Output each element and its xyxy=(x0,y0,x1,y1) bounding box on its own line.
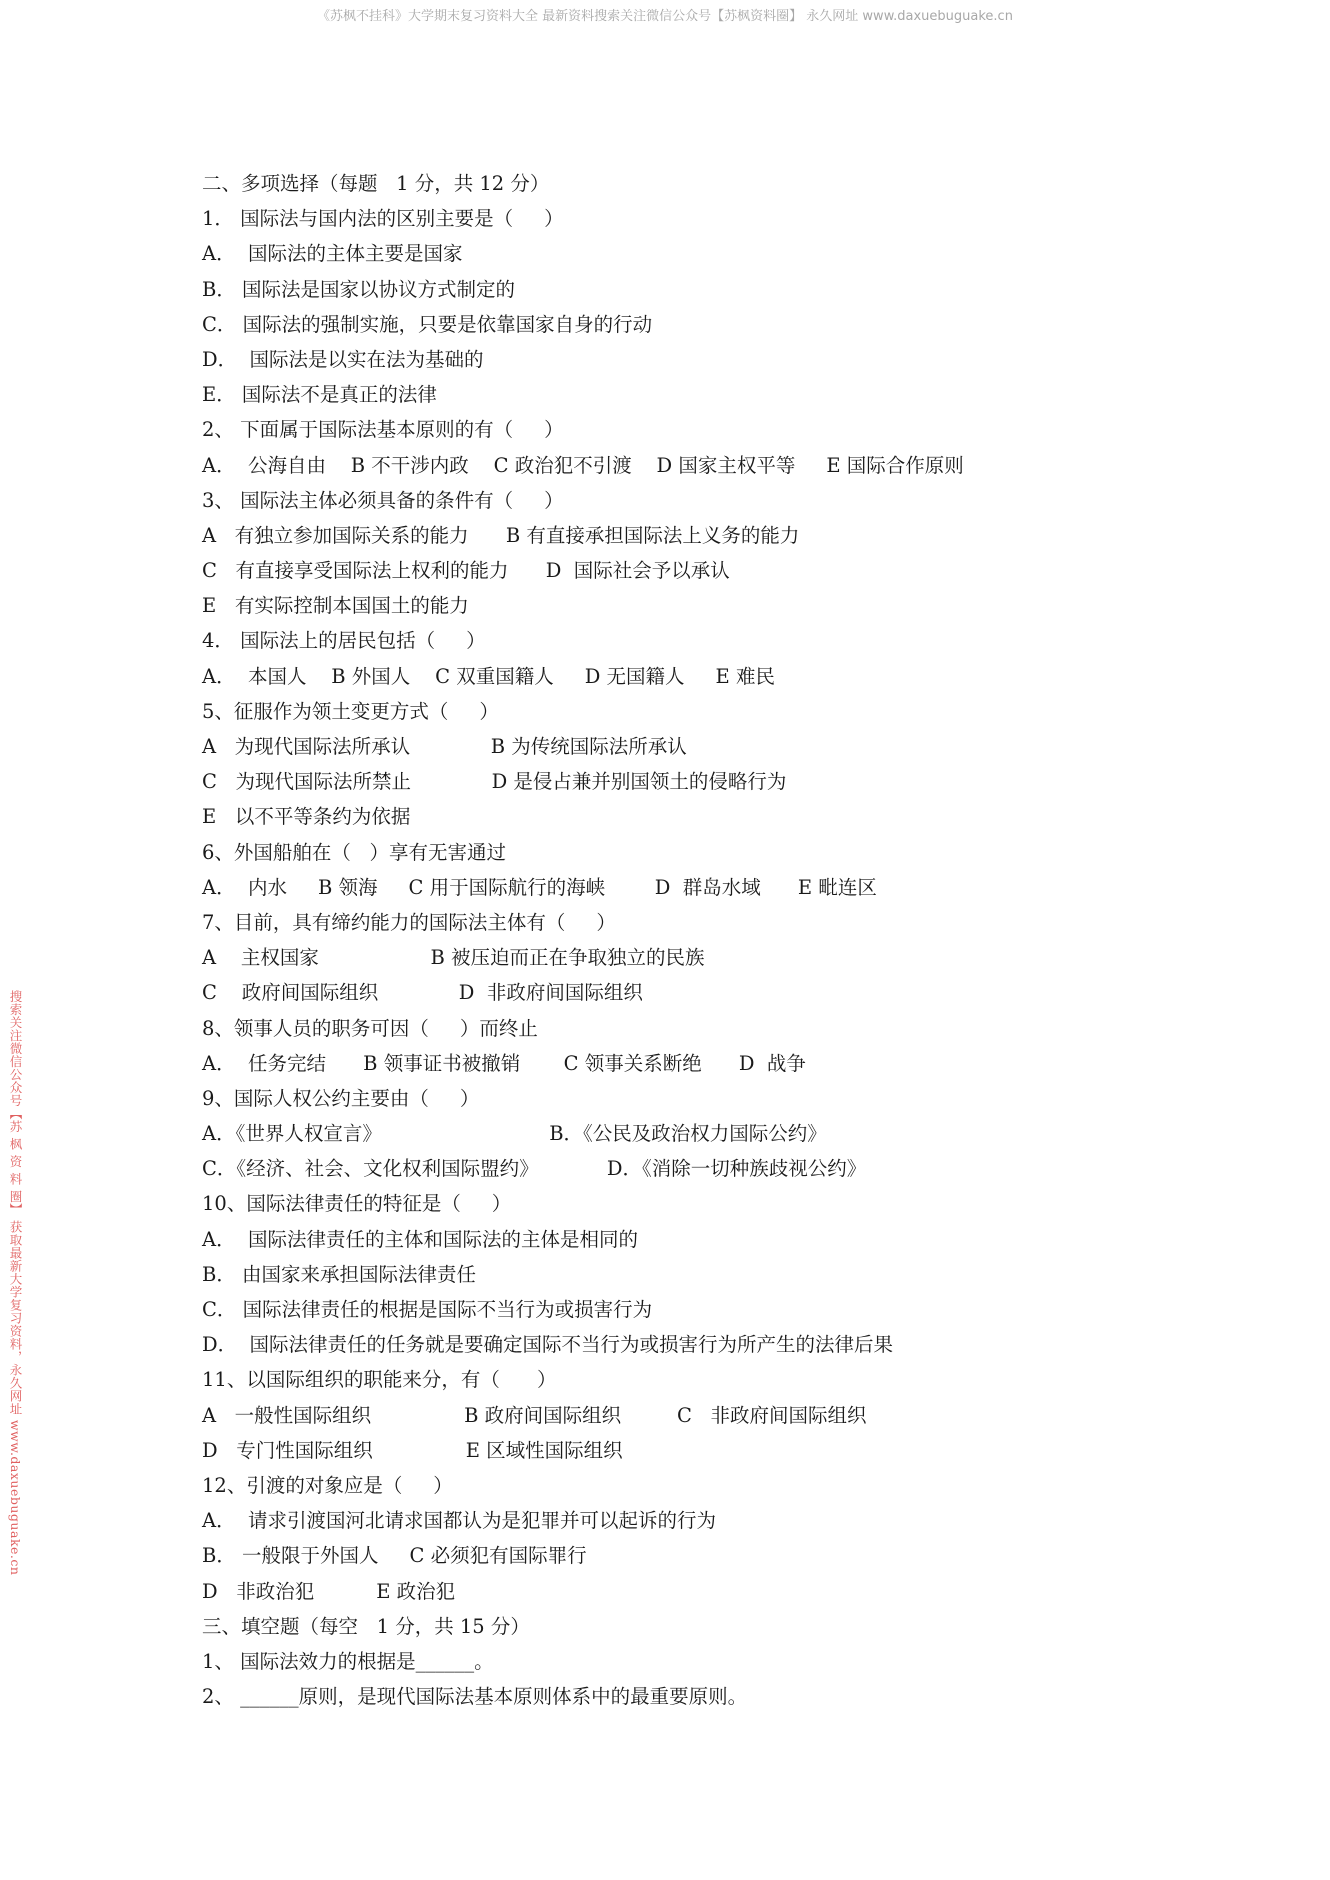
text-line: C．《经济、社会、文化权利国际盟约》 D．《消除一切种族歧视公约》 xyxy=(202,1157,867,1181)
text-line: 11、以国际组织的职能来分，有（ ） xyxy=(202,1368,557,1392)
text-line: E 以不平等条约为依据 xyxy=(202,805,411,829)
text-line: 9、国际人权公约主要由（ ） xyxy=(202,1086,480,1110)
text-line: D 非政治犯 E 政治犯 xyxy=(202,1579,456,1603)
text-line: C 政府间国际组织 D 非政府间国际组织 xyxy=(202,981,643,1005)
text-line: 二、多项选择（每题 1 分，共 12 分） xyxy=(202,172,550,195)
text-line: 1、 国际法效力的根据是______。 xyxy=(202,1649,494,1673)
text-line: A 主权国家 B 被压迫而正在争取独立的民族 xyxy=(202,946,705,970)
text-line: C 为现代国际法所禁止 D 是侵占兼并别国领土的侵略行为 xyxy=(202,770,787,794)
text-line: C． 国际法的强制实施，只要是依靠国家自身的行动 xyxy=(202,312,653,336)
text-line: A． 任务完结 B 领事证书被撤销 C 领事关系断绝 D 战争 xyxy=(202,1051,806,1075)
text-line: A． 内水 B 领海 C 用于国际航行的海峡 D 群岛水域 E 毗连区 xyxy=(202,875,877,899)
text-line: A． 请求引渡国河北请求国都认为是犯罪并可以起诉的行为 xyxy=(202,1509,716,1533)
text-line: 1． 国际法与国内法的区别主要是（ ） xyxy=(202,207,564,231)
text-line: A． 本国人 B 外国人 C 双重国籍人 D 无国籍人 E 难民 xyxy=(202,664,775,688)
text-line: B． 一般限于外国人 C 必须犯有国际罪行 xyxy=(202,1544,587,1568)
text-line: 6、外国船舶在（ ）享有无害通过 xyxy=(202,840,507,864)
text-line: 5、征服作为领土变更方式（ ） xyxy=(202,699,499,723)
text-line: A 有独立参加国际关系的能力 B 有直接承担国际法上义务的能力 xyxy=(202,523,800,547)
side-watermark: 搜索关注微信公众号【苏 枫 资 料 圈】 获取最新大学复习资料，永久网址 www.daxuebuguake.cn xyxy=(8,990,23,1576)
text-line: 2、 ______原则，是现代国际法基本原则体系中的最重要原则。 xyxy=(202,1685,748,1709)
text-line: E． 国际法不是真正的法律 xyxy=(202,383,437,407)
text-line: A．《世界人权宣言》 B．《公民及政治权力国际公约》 xyxy=(202,1122,827,1146)
text-line: 7、目前，具有缔约能力的国际法主体有（ ） xyxy=(202,910,616,934)
text-line: 三、填空题（每空 1 分，共 15 分） xyxy=(202,1614,530,1638)
text-line: B． 由国家来承担国际法律责任 xyxy=(202,1262,477,1286)
text-line: D． 国际法是以实在法为基础的 xyxy=(202,347,484,371)
exam-content xyxy=(202,166,1262,1714)
text-line: E 有实际控制本国国土的能力 xyxy=(202,594,469,618)
text-line: B． 国际法是国家以协议方式制定的 xyxy=(202,277,516,301)
text-line: C． 国际法律责任的根据是国际不当行为或损害行为 xyxy=(202,1298,653,1321)
text-line: A． 国际法的主体主要是国家 xyxy=(202,242,463,266)
page-header-watermark: 《苏枫不挂科》大学期末复习资料大全 最新资料搜索关注微信公众号【苏枫资料圈】 永久网址 www.daxuebuguake.cn xyxy=(317,9,1013,24)
text-line: 12、引渡的对象应是（ ） xyxy=(202,1473,453,1497)
text-line: A 一般性国际组织 B 政府间国际组织 C 非政府间国际组织 xyxy=(202,1403,867,1427)
text-line: 4． 国际法上的居民包括（ ） xyxy=(202,629,486,653)
text-line: A． 国际法律责任的主体和国际法的主体是相同的 xyxy=(202,1227,638,1251)
text-line: D 专门性国际组织 E 区域性国际组织 xyxy=(202,1438,623,1462)
text-line: 3、 国际法主体必须具备的条件有（ ） xyxy=(202,488,564,512)
text-line: 2、 下面属于国际法基本原则的有（ ） xyxy=(202,418,564,442)
text-line: A 为现代国际法所承认 B 为传统国际法所承认 xyxy=(202,735,687,758)
text-line: D． 国际法律责任的任务就是要确定国际不当行为或损害行为所产生的法律后果 xyxy=(202,1333,894,1357)
text-line: 10、国际法律责任的特征是（ ） xyxy=(202,1192,512,1216)
text-line: 8、领事人员的职务可因（ ）而终止 xyxy=(202,1016,538,1040)
text-line: A． 公海自由 B 不干涉内政 C 政治犯不引渡 D 国家主权平等 E 国际合作原则 xyxy=(202,453,964,477)
text-line: C 有直接享受国际法上权利的能力 D 国际社会予以承认 xyxy=(202,559,730,583)
